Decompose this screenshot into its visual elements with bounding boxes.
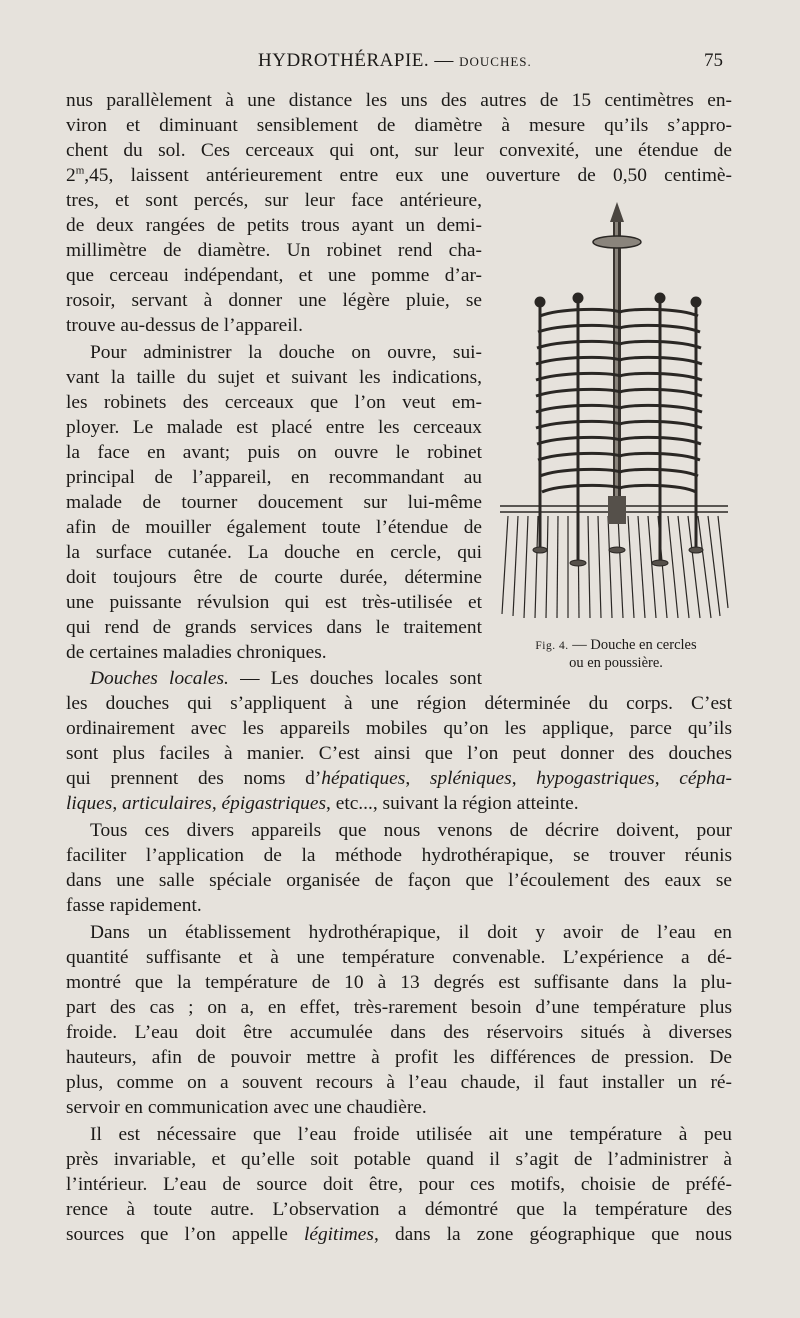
text-line: sources que l’on appelle légitimes, dans la zone géographique que nous [66, 1224, 732, 1245]
text-line: l’intérieur. L’eau de source doit être, pour ces motifs, choisie de préfé- [66, 1174, 732, 1195]
text-line: vant la taille du sujet et suivant les indications, [66, 367, 482, 388]
text-line: qui prennent des noms d’hépatiques, spléniques, hypogastriques, cépha- [66, 768, 732, 789]
text-line: servoir en communication avec une chaudière. [66, 1097, 427, 1118]
text-line: hauteurs, afin de pouvoir mettre à profit les différences de pression. De [66, 1047, 732, 1068]
text-line: millimètre de diamètre. Un robinet rend cha- [66, 240, 482, 261]
douche-en-cercles-figure [500, 198, 732, 626]
figure-caption: Fig. 4. — Douche en cercles [535, 637, 697, 653]
figure-label: Fig. 4. [535, 640, 569, 652]
text-line: dans une salle spéciale organisée de façon que l’écoulement des eaux se [66, 870, 732, 891]
page-header [0, 48, 800, 78]
text-line: liques, articulaires, épigastriques, etc..., suivant la région atteinte. [66, 793, 579, 814]
text-line: sont plus faciles à manier. C’est ainsi que l’on peut donner des douches [66, 743, 732, 764]
text-line: malade de tourner doucement sur lui-même [66, 492, 482, 513]
text-line: près invariable, et qu’elle soit potable quand il s’agit de l’administrer à [66, 1149, 732, 1170]
figure-caption-line2: ou en poussière. [569, 655, 663, 671]
text-line: la face en avant; puis on ouvre le robinet [66, 442, 482, 463]
text-line: montré que la température de 10 à 13 degrés est suffisante dans la plu- [66, 972, 732, 993]
text-line: doit toujours être de courte durée, détermine [66, 567, 482, 588]
text-line: viron et diminuant sensiblement de diamètre à mesure qu’ils s’appro- [66, 115, 732, 136]
text-line: Douches locales. — Les douches locales sont [90, 668, 482, 689]
text-line: fasse rapidement. [66, 895, 202, 916]
text-line: Dans un établissement hydrothérapique, il doit y avoir de l’eau en [90, 922, 732, 943]
floor-grating [502, 516, 728, 618]
text-line: principal de l’appareil, en recommandant au [66, 467, 482, 488]
text-line: que cerceau indépendant, et une pomme d’ar- [66, 265, 482, 286]
text-line: Il est nécessaire que l’eau froide utilisée ait une température à peu [90, 1124, 732, 1145]
text-line: trouve au-dessus de l’appareil. [66, 315, 303, 336]
central-water-pipe [593, 202, 641, 524]
page-number: 75 [704, 50, 723, 71]
text-line: froide. L’eau doit être accumulée dans des réservoirs situés à diverses [66, 1022, 732, 1043]
section-title: DOUCHES. [459, 54, 532, 69]
text-line: afin de mouiller également toute l’étendue de [66, 517, 482, 538]
text-line: les robinets des cerceaux que l’on veut em- [66, 392, 482, 413]
text-line: ployer. Le malade est placé entre les cerceaux [66, 417, 482, 438]
text-line: de certaines maladies chroniques. [66, 642, 327, 663]
text-line: la surface cutanée. La douche en cercle, qui [66, 542, 482, 563]
text-line: nus parallèlement à une distance les uns des autres de 15 centimètres en- [66, 90, 732, 111]
text-line: chent du sol. Ces cerceaux qui ont, sur leur convexité, une étendue de [66, 140, 732, 161]
text-line: Pour administrer la douche on ouvre, sui- [90, 342, 482, 363]
text-line: de deux rangées de petits trous ayant un demi- [66, 215, 482, 236]
post-feet [533, 547, 703, 566]
text-line: quantité suffisante et à une température convenable. L’expérience a dé- [66, 947, 732, 968]
running-title: HYDROTHÉRAPIE. — DOUCHES. [258, 50, 532, 71]
text-line: 2$^m$,45, laissent antérieurement entre eux une ouverture de 0,50 centimè- [66, 164, 732, 186]
text-line: part des cas ; on a, en effet, très-rarement besoin d’une température plus [66, 997, 732, 1018]
text-line: une puissante révulsion qui est très-utilisée et [66, 592, 482, 613]
text-line: rence à toute autre. L’observation a démontré que la température des [66, 1199, 732, 1220]
text-line: Tous ces divers appareils que nous venons de décrire doivent, pour [90, 820, 732, 841]
text-line: rosoir, servant à donner une légère pluie, se [66, 290, 482, 311]
text-line: qui rend de grands services dans le traitement [66, 617, 482, 638]
text-line: ordinairement avec les appareils mobiles qu’on les applique, parce qu’ils [66, 718, 732, 739]
text-line: plus, comme on a souvent recours à l’eau chaude, il faut installer un ré- [66, 1072, 732, 1093]
text-line: faciliter l’application de la méthode hydrothérapique, se trouver réunis [66, 845, 732, 866]
text-line: les douches qui s’appliquent à une région déterminée du corps. C’est [66, 693, 732, 714]
text-line: tres, et sont percés, sur leur face antérieure, [66, 190, 482, 211]
